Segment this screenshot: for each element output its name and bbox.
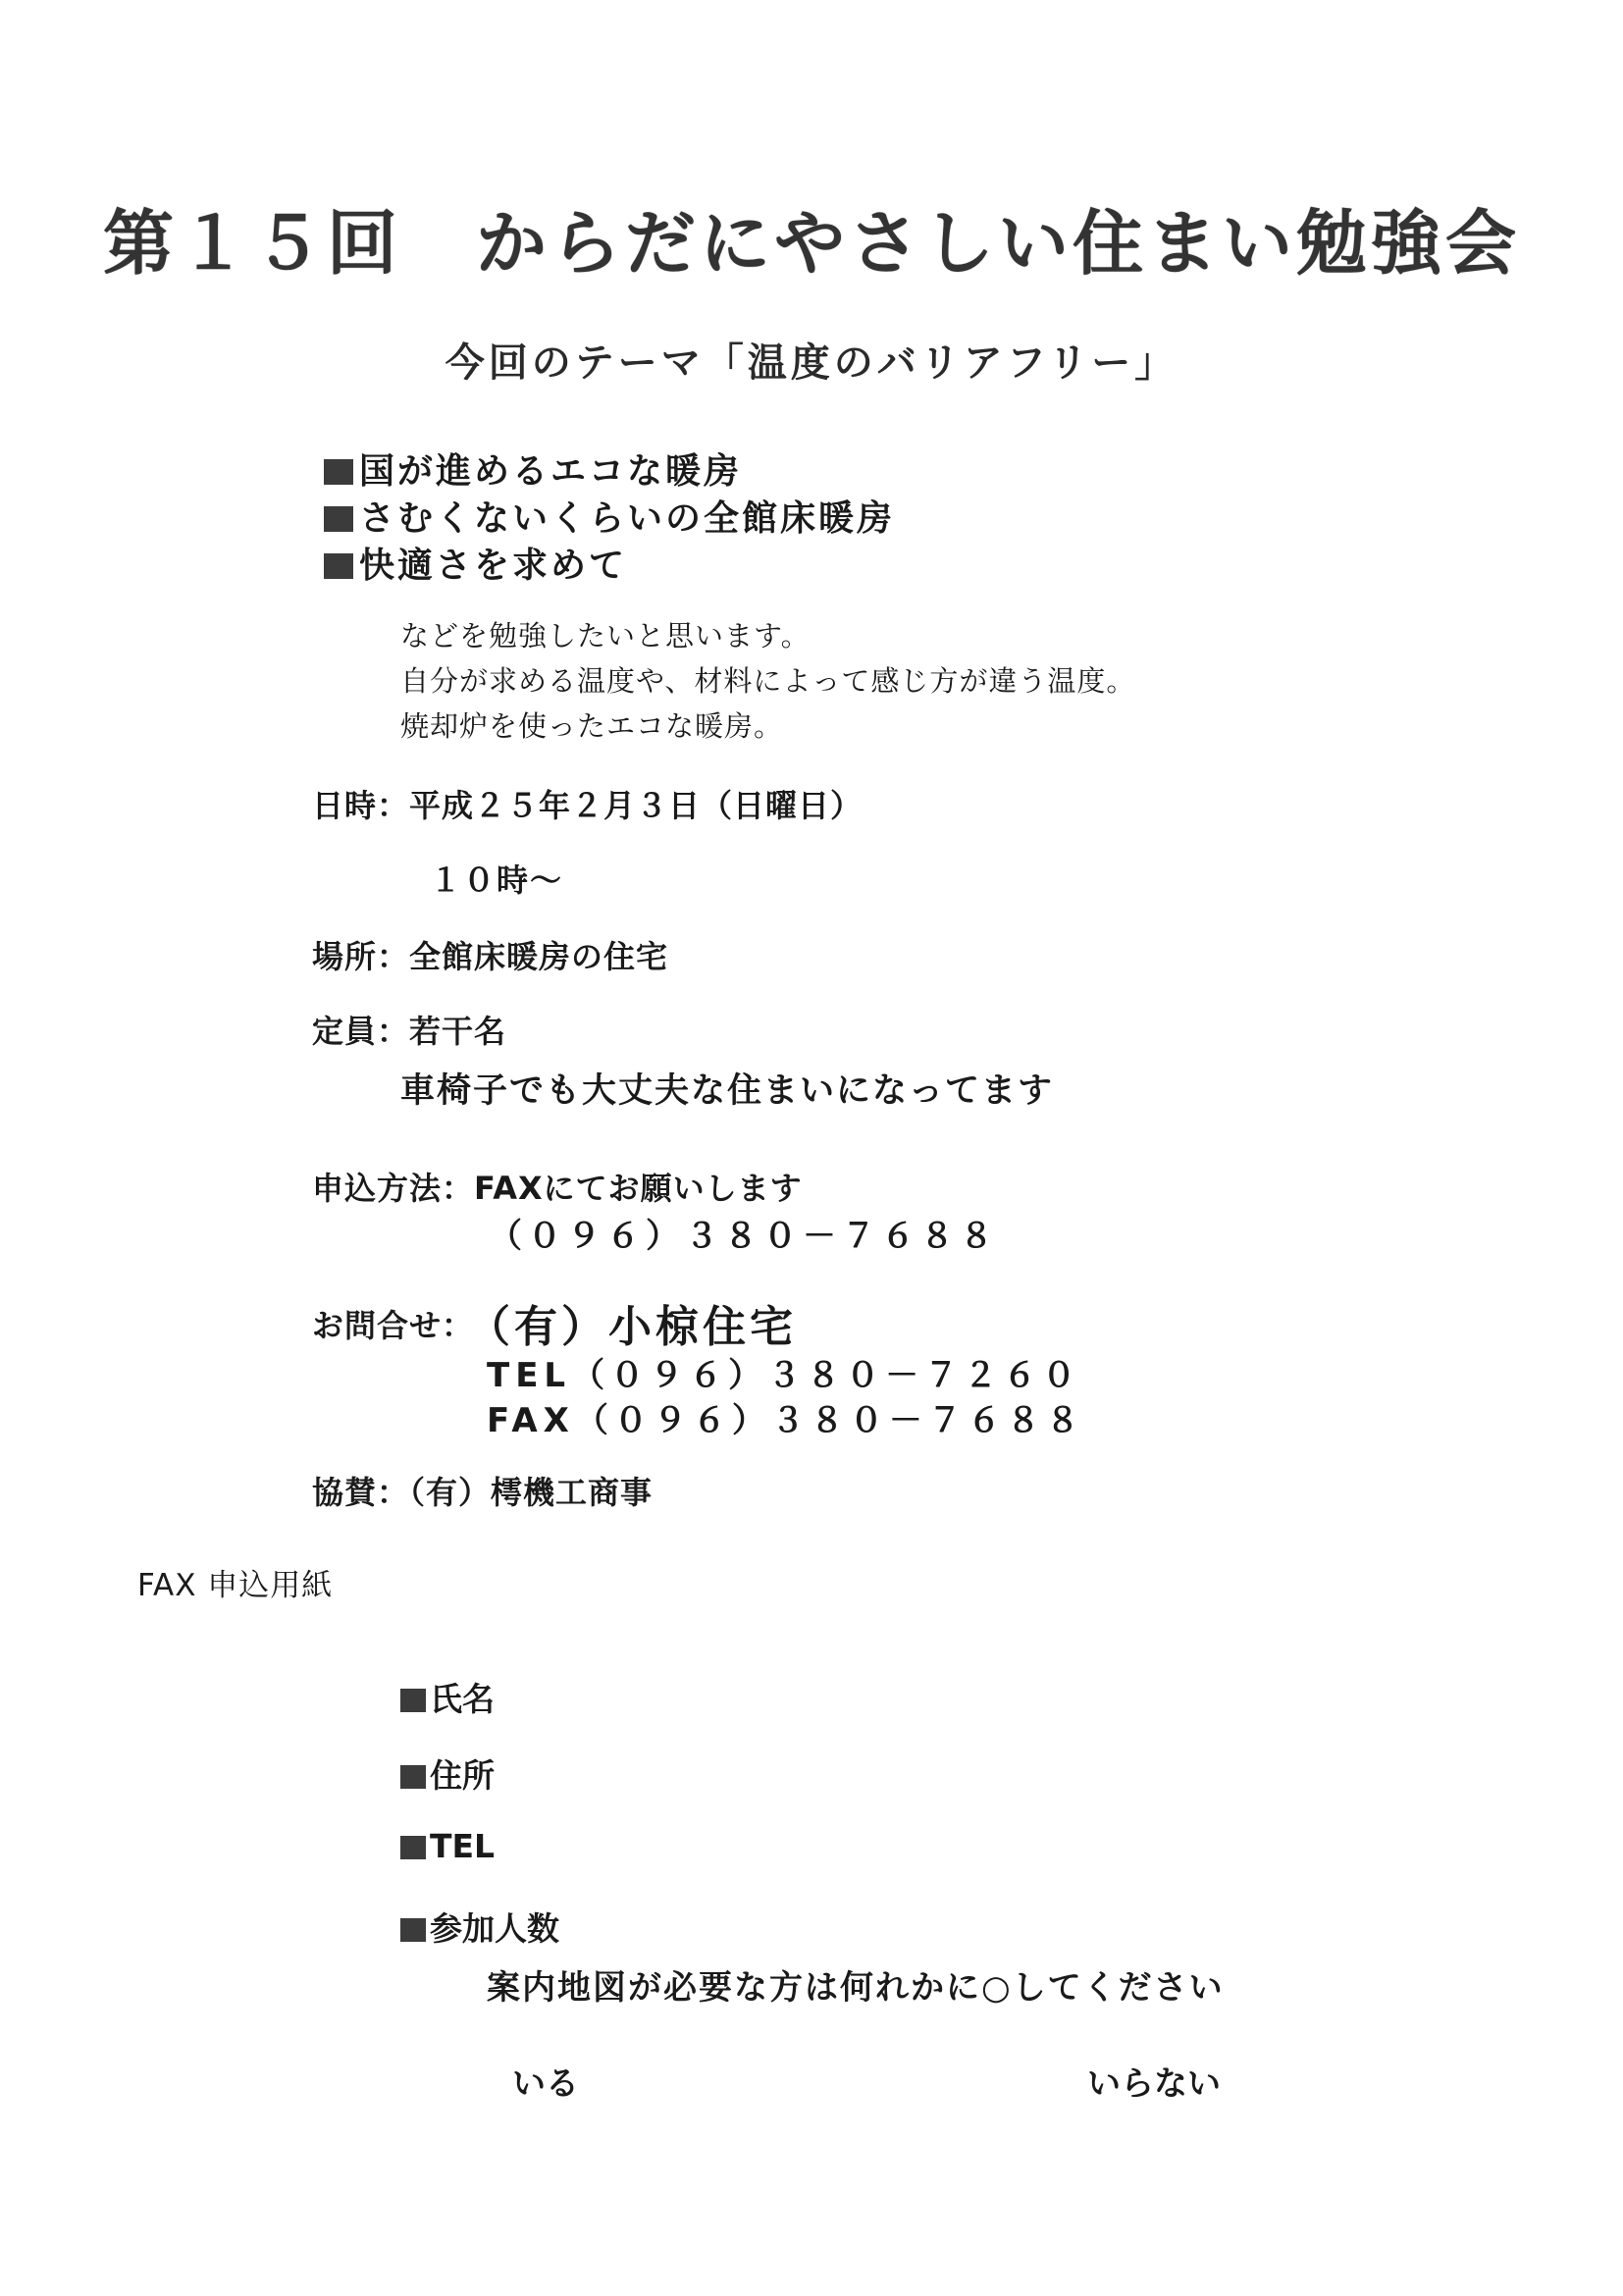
form-field-participants: [400, 1904, 559, 1950]
topic-item: [324, 444, 742, 494]
note-line: 自分が求める温度や、材料によって感じ方が違う温度。: [400, 664, 1136, 698]
datetime-label: 日時：: [312, 787, 410, 824]
sponsor-value: （有）樗機工商事: [409, 1474, 654, 1511]
option-no: いらない: [1087, 2064, 1221, 2104]
theme-heading: 今回のテーマ「温度のバリアフリー」: [445, 340, 1178, 386]
contact-tel: TEL（０９６）３８０－７２６０: [487, 1356, 1082, 1395]
capacity-value: 若干名: [409, 1013, 507, 1050]
form-field-name: [400, 1674, 495, 1720]
capacity-row: [312, 1007, 506, 1052]
place-label: 場所：: [312, 938, 410, 975]
place-row: [312, 932, 668, 977]
fax-form-title: FAX 申込用紙: [137, 1568, 334, 1603]
field-label: 参加人数: [430, 1909, 559, 1948]
topic-item: [324, 491, 895, 541]
topic-item: [324, 538, 627, 588]
field-label: 氏名: [430, 1680, 495, 1718]
note-line: などを勉強したいと思います。: [400, 619, 811, 652]
square-bullet-icon: [324, 506, 353, 532]
form-field-address: [400, 1750, 495, 1797]
sponsor-row: [312, 1468, 653, 1513]
datetime-value: 平成２５年２月３日（日曜日）: [409, 787, 864, 824]
square-bullet-icon: [324, 553, 353, 579]
square-bullet-icon: [400, 1836, 426, 1859]
apply-fax-number: （０９６）３８０－７６８８: [489, 1217, 999, 1256]
topic-label: さむくないくらいの全館床暖房: [359, 498, 896, 539]
contact-fax: FAX（０９６）３８０－７６８８: [487, 1401, 1085, 1440]
page-title: 第１５回 からだにやさしい住まい勉強会: [102, 202, 1520, 285]
field-label: TEL: [430, 1827, 496, 1865]
topic-label: 国が進めるエコな暖房: [359, 451, 743, 492]
contact-label: お問合せ：: [312, 1307, 475, 1344]
datetime-row: [312, 781, 863, 826]
option-yes: いる: [512, 2064, 579, 2104]
apply-label: 申込方法：: [312, 1170, 475, 1207]
square-bullet-icon: [400, 1765, 426, 1789]
field-label: 住所: [430, 1756, 495, 1795]
topic-label: 快適さを求めて: [359, 546, 628, 586]
square-bullet-icon: [324, 459, 353, 485]
time-value: １０時～: [430, 861, 564, 899]
note-line: 焼却炉を使ったエコな暖房。: [400, 709, 784, 743]
map-question: 案内地図が必要な方は何れかに○してください: [487, 1968, 1225, 2008]
apply-value: FAXにてお願いします: [474, 1170, 803, 1207]
contact-company: （有）小椋住宅: [467, 1302, 797, 1352]
capacity-label: 定員：: [312, 1013, 410, 1050]
form-field-tel: [400, 1827, 495, 1865]
capacity-note: 車椅子でも大丈夫な住まいになってます: [400, 1071, 1055, 1111]
square-bullet-icon: [400, 1689, 426, 1712]
sponsor-label: 協賛：: [312, 1474, 410, 1511]
square-bullet-icon: [400, 1918, 426, 1942]
place-value: 全館床暖房の住宅: [409, 938, 669, 975]
apply-row: [312, 1164, 803, 1209]
